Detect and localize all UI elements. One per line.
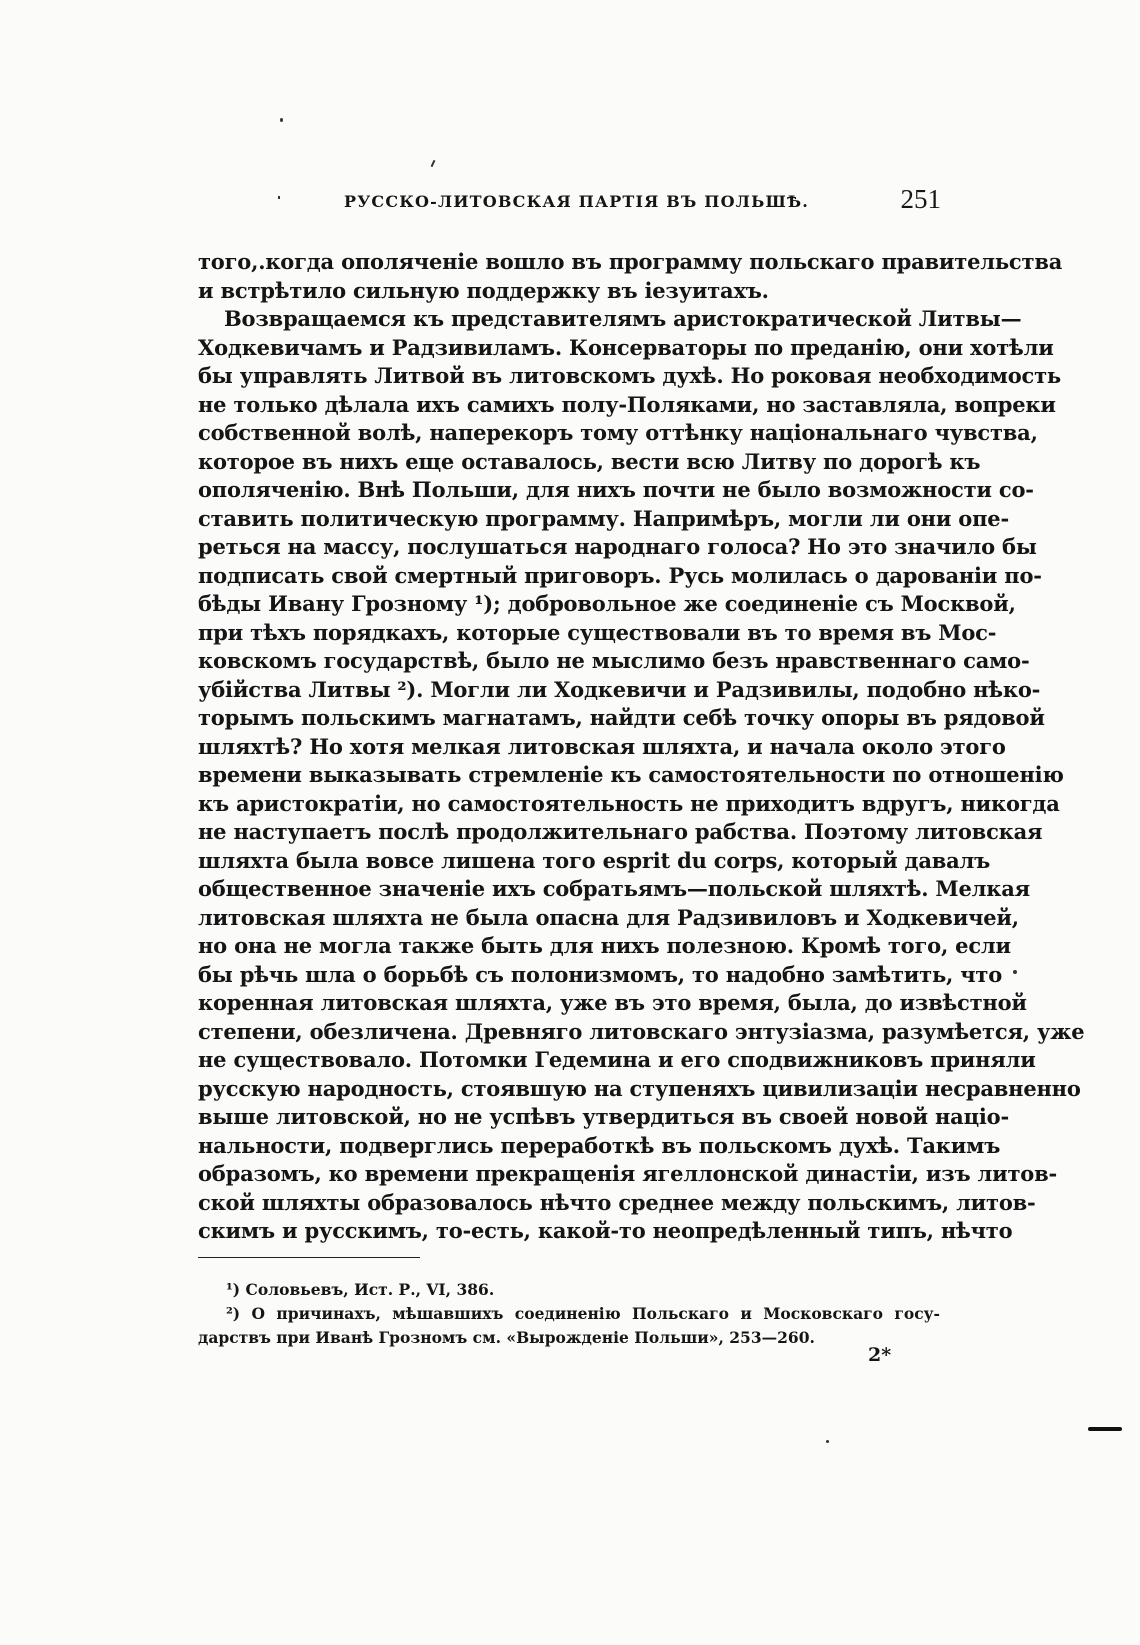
footnote-1 (198, 1278, 940, 1302)
page-number: 251 (900, 184, 941, 214)
footnote-1-marker: ¹) (226, 1280, 241, 1299)
scan-speck (278, 196, 280, 199)
footnote-2-line-2: дарствъ при Иванѣ Грозномъ см. «Вырожденіе Польши», 253—260. (198, 1328, 815, 1347)
text-line: ковскомъ государствѣ, было не мыслимо безъ нравственнаго само- (198, 648, 1030, 673)
text-line: убійства Литвы ²). Могли ли Ходкевичи и Радзивилы, подобно нѣко- (198, 676, 1041, 702)
text-line: не только дѣлала ихъ самихъ полу-Поляками, но заставляла, вопреки (198, 391, 1056, 417)
text-line: бы рѣчь шла о борьбѣ съ полонизмомъ, то надобно замѣтить, что (198, 961, 1003, 987)
text-line: коренная литовская шляхта, уже въ это время, была, до извѣстной (198, 990, 1027, 1015)
text-line: Возвращаемся къ представителямъ аристократической Литвы— (224, 306, 1022, 331)
page-header (196, 184, 941, 218)
text-line: не существовало. Потомки Гедемина и его сподвижниковъ приняли (198, 1047, 1036, 1072)
footnote-1-text: Соловьевъ, Ист. Р., VI, 386. (245, 1280, 495, 1299)
text-line: къ аристократіи, но самостоятельность не приходитъ вдругъ, никогда (198, 790, 1060, 816)
text-line: при тѣхъ порядкахъ, которые существовали въ то время въ Мос- (198, 619, 997, 645)
footnote-rule (198, 1257, 420, 1258)
text-line: шляхта была вовсе лишена того esprit du corps, который давалъ (198, 847, 991, 873)
text-line: образомъ, ко времени прекращенія ягеллонской династіи, изъ литов- (198, 1161, 1058, 1186)
text-line: ополяченію. Внѣ Польши, для нихъ почти не было возможности со- (198, 477, 1034, 502)
text-line: времени выказывать стремленіе къ самостоятельности по отношенію (198, 762, 1064, 787)
text-line: шляхтѣ? Но хотя мелкая литовская шляхта, и начала около этого (198, 733, 1006, 759)
running-title: РУССКО-ЛИТОВСКАЯ ПАРТІЯ ВЪ ПОЛЬШѢ. (344, 192, 810, 211)
text-line: того,.когда ополяченіе вошло въ программу польскаго правительства (198, 249, 1063, 274)
text-line: скимъ и русскимъ, то-есть, какой-то неопредѣленный типъ, нѣчто (198, 1218, 1013, 1243)
text-line: общественное значеніе ихъ собратьямъ—польской шляхтѣ. Мелкая (198, 876, 1030, 901)
text-line: подписать свой смертный приговоръ. Русь молилась о дарованіи по- (198, 562, 1042, 588)
text-line: бы управлять Литвой въ литовскомъ духѣ. Но роковая необходимость (198, 363, 1061, 388)
text-line: русскую народность, стоявшую на ступеняхъ цивилизаціи несравненно (198, 1075, 1081, 1101)
text-line: но она не могла также быть для нихъ полезною. Кромѣ того, если (198, 933, 1011, 958)
footnote-2-line-1 (198, 1302, 940, 1326)
text-line: литовская шляхта не была опасна для Радзивиловъ и Ходкевичей, (198, 904, 1019, 930)
scan-dash (1088, 1427, 1122, 1431)
scan-speck (280, 118, 283, 122)
text-line: Ходкевичамъ и Радзивиламъ. Консерваторы по преданію, они хотѣли (198, 334, 1054, 360)
footnote-2-text: О причинахъ, мѣшавшихъ соединенію Польскаго и Московскаго госу- (251, 1304, 940, 1323)
scan-speck (431, 160, 436, 167)
scan-speck (826, 1440, 829, 1443)
text-line: собственной волѣ, наперекоръ тому оттѣнку національнаго чувства, (198, 420, 1038, 445)
main-text (198, 248, 1085, 1246)
text-line: выше литовской, но не успѣвъ утвердиться въ своей новой націо- (198, 1104, 1009, 1129)
text-line: нальности, подверглись переработкѣ въ польскомъ духѣ. Такимъ (198, 1132, 1001, 1158)
text-line: и встрѣтило сильную поддержку въ іезуитахъ. (198, 277, 769, 303)
text-line: бѣды Ивану Грозному ¹); добровольное же соединеніе съ Москвой, (198, 591, 1016, 616)
text-line: реться на массу, послушаться народнаго голоса? Но это значило бы (198, 534, 1037, 559)
footnotes (198, 1278, 940, 1350)
scan-speck (1013, 970, 1017, 974)
text-line: степени, обезличена. Древняго литовскаго энтузіазма, разумѣется, уже (198, 1018, 1085, 1044)
text-line: торымъ польскимъ магнатамъ, найдти себѣ точку опоры въ рядовой (198, 705, 1045, 730)
signature-mark: 2* (868, 1344, 892, 1366)
text-line: которое въ нихъ еще оставалось, вести всю Литву по дорогѣ къ (198, 448, 981, 474)
text-line: ставить политическую программу. Напримѣръ, могли ли они опе- (198, 505, 1009, 531)
text-line: не наступаетъ послѣ продолжительнаго рабства. Поэтому литовская (198, 819, 1043, 844)
footnote-2-marker: ²) (226, 1304, 241, 1323)
text-line: ской шляхты образовалось нѣчто среднее между польскимъ, литов- (198, 1189, 1036, 1215)
